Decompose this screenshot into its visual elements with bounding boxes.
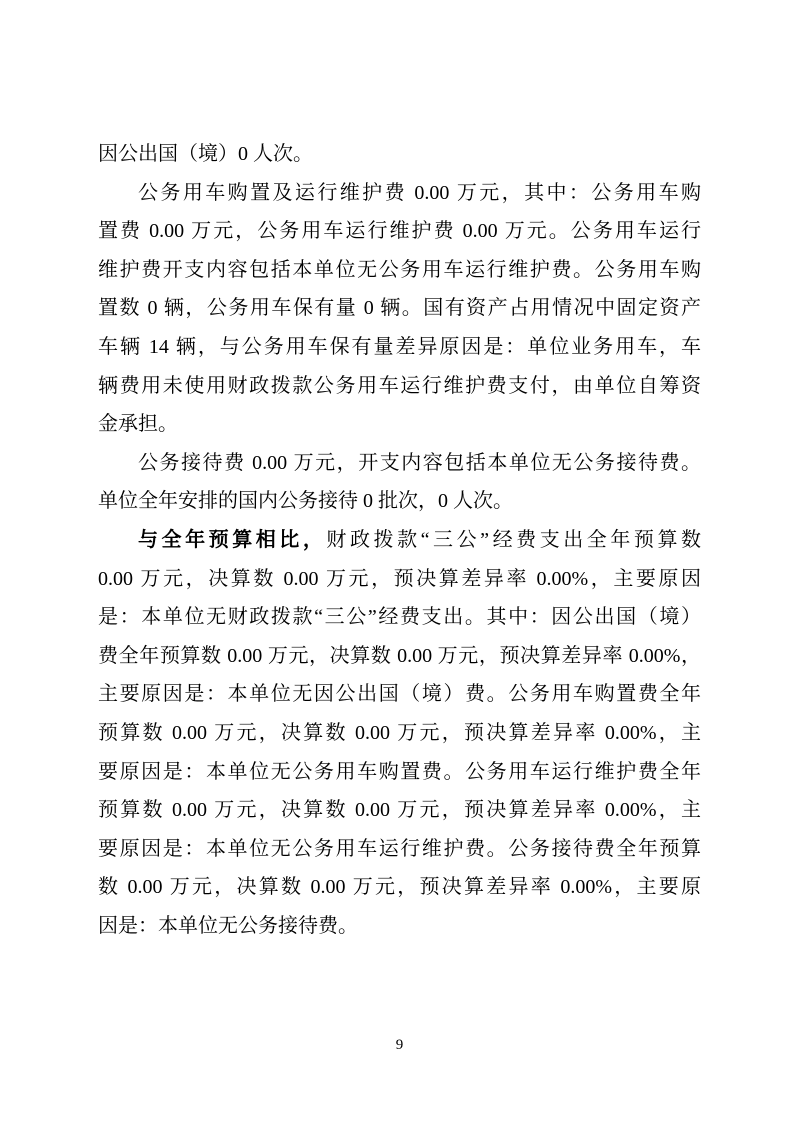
line-text: 要原因是：本单位无公务用车购置费。公务用车运行维护费全年 <box>98 760 701 783</box>
line-text: 预算数 0.00 万元，决算数 0.00 万元，预决算差异率 0.00%，主 <box>98 799 701 822</box>
text-line <box>98 367 701 406</box>
line-text: 置数 0 辆，公务用车保有量 0 辆。国有资产占用情况中固定资产 <box>98 297 701 320</box>
line-text: 数 0.00 万元，决算数 0.00 万元，预决算差异率 0.00%，主要原 <box>98 876 701 899</box>
line-text: 是：本单位无财政拨款“三公”经费支出。其中：因公出国（境） <box>98 606 701 629</box>
line-text: 因公出国（境）0 人次。 <box>98 143 313 165</box>
line-text: 预算数 0.00 万元，决算数 0.00 万元，预决算差异率 0.00%，主 <box>98 721 701 744</box>
text-line <box>98 598 701 637</box>
document-body <box>98 135 701 945</box>
line-text: 0.00 万元，决算数 0.00 万元，预决算差异率 0.00%，主要原因 <box>98 567 701 590</box>
line-text: 公务接待费 0.00 万元，开支内容包括本单位无公务接待费。 <box>138 451 701 474</box>
text-line <box>98 251 701 290</box>
text-line <box>98 753 701 792</box>
text-line <box>98 135 701 174</box>
text-line <box>98 791 701 830</box>
line-text: 因是：本单位无公务接待费。 <box>98 914 358 937</box>
text-line <box>98 675 701 714</box>
paragraph <box>98 444 701 521</box>
line-text: 公务用车购置及运行维护费 0.00 万元，其中：公务用车购 <box>138 181 701 204</box>
line-text: 要原因是：本单位无公务用车运行维护费。公务接待费全年预算 <box>98 837 701 860</box>
page-number: 9 <box>395 1037 404 1053</box>
text-line <box>98 560 701 599</box>
text-line <box>98 174 701 213</box>
line-text: 主要原因是：本单位无因公出国（境）费。公务用车购置费全年 <box>98 683 701 706</box>
line-text: 费全年预算数 0.00 万元，决算数 0.00 万元，预决算差异率 0.00%， <box>98 644 701 667</box>
line-text: 辆费用未使用财政拨款公务用车运行维护费支付，由单位自筹资 <box>98 374 701 397</box>
paragraph <box>98 521 701 946</box>
text-line <box>98 212 701 251</box>
line-text: 置费 0.00 万元，公务用车运行维护费 0.00 万元。公务用车运行 <box>98 220 701 243</box>
text-line <box>98 637 701 676</box>
text-line <box>98 830 701 869</box>
paragraph <box>98 174 701 444</box>
text-line <box>98 405 701 444</box>
line-text: 财政拨款“三公”经费支出全年预算数 <box>326 528 701 551</box>
text-line <box>98 714 701 753</box>
text-line <box>98 482 701 521</box>
paragraph <box>98 135 701 174</box>
text-line <box>98 289 701 328</box>
line-text: 维护费开支内容包括本单位无公务用车运行维护费。公务用车购 <box>98 258 701 281</box>
text-line <box>98 868 701 907</box>
line-text: 金承担。 <box>98 413 178 436</box>
text-line <box>98 907 701 946</box>
line-text: 车辆 14 辆，与公务用车保有量差异原因是：单位业务用车，车 <box>98 335 701 358</box>
text-line <box>98 328 701 367</box>
bold-lead-text: 与全年预算相比， <box>138 528 327 551</box>
text-line <box>98 444 701 483</box>
text-line <box>98 521 701 560</box>
line-text: 单位全年安排的国内公务接待 0 批次，0 人次。 <box>98 490 513 513</box>
